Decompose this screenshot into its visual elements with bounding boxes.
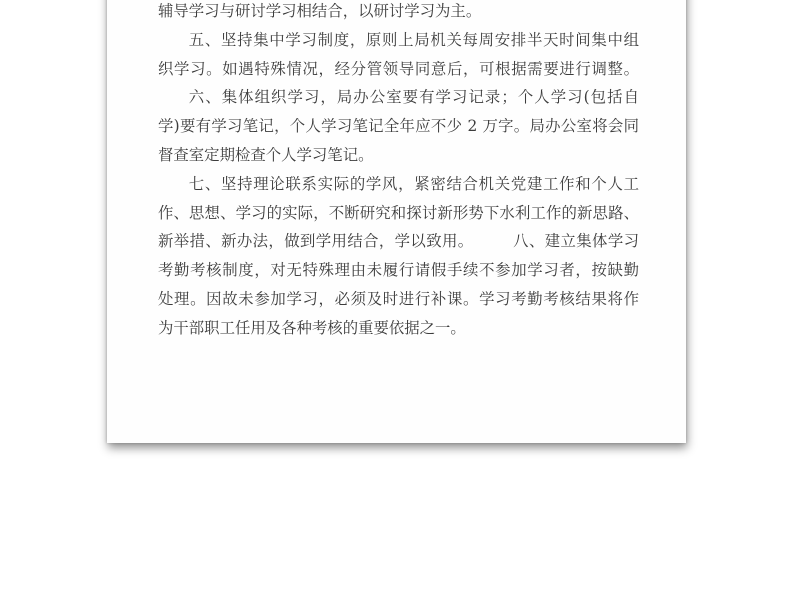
text-line: 督查室定期检查个人学习笔记。 [158, 145, 374, 164]
text-line: 新举措、新办法，做到学用结合，学以致用。 八、建立集体学习 [158, 232, 639, 251]
text-line: 处理。因故未参加学习，必须及时进行补课。学习考勤考核结果将作 [158, 289, 639, 308]
text-line: 辅导学习与研讨学习相结合，以研讨学习为主。 [158, 2, 482, 20]
text-line: 七、坚持理论联系实际的学风，紧密结合机关党建工作和个人工 [188, 174, 639, 193]
document-page [107, 0, 686, 443]
text-line: 织学习。如遇特殊情况，经分管领导同意后，可根据需要进行调整。 [158, 59, 639, 78]
text-line: 六、集体组织学习，局办公室要有学习记录；个人学习(包括自 [188, 88, 639, 107]
text-line: 作、思想、学习的实际，不断研究和探讨新形势下水利工作的新思路、 [158, 203, 639, 222]
text-line: 学)要有学习笔记，个人学习笔记全年应不少 2 万字。局办公室将会同 [158, 117, 639, 136]
text-line: 为干部职工任用及各种考核的重要依据之一。 [158, 318, 466, 337]
text-line: 考勤考核制度，对无特殊理由未履行请假手续不参加学习者，按缺勤 [158, 261, 639, 280]
document-text [158, 0, 639, 343]
text-line: 五、坚持集中学习制度，原则上局机关每周安排半天时间集中组 [188, 30, 639, 49]
